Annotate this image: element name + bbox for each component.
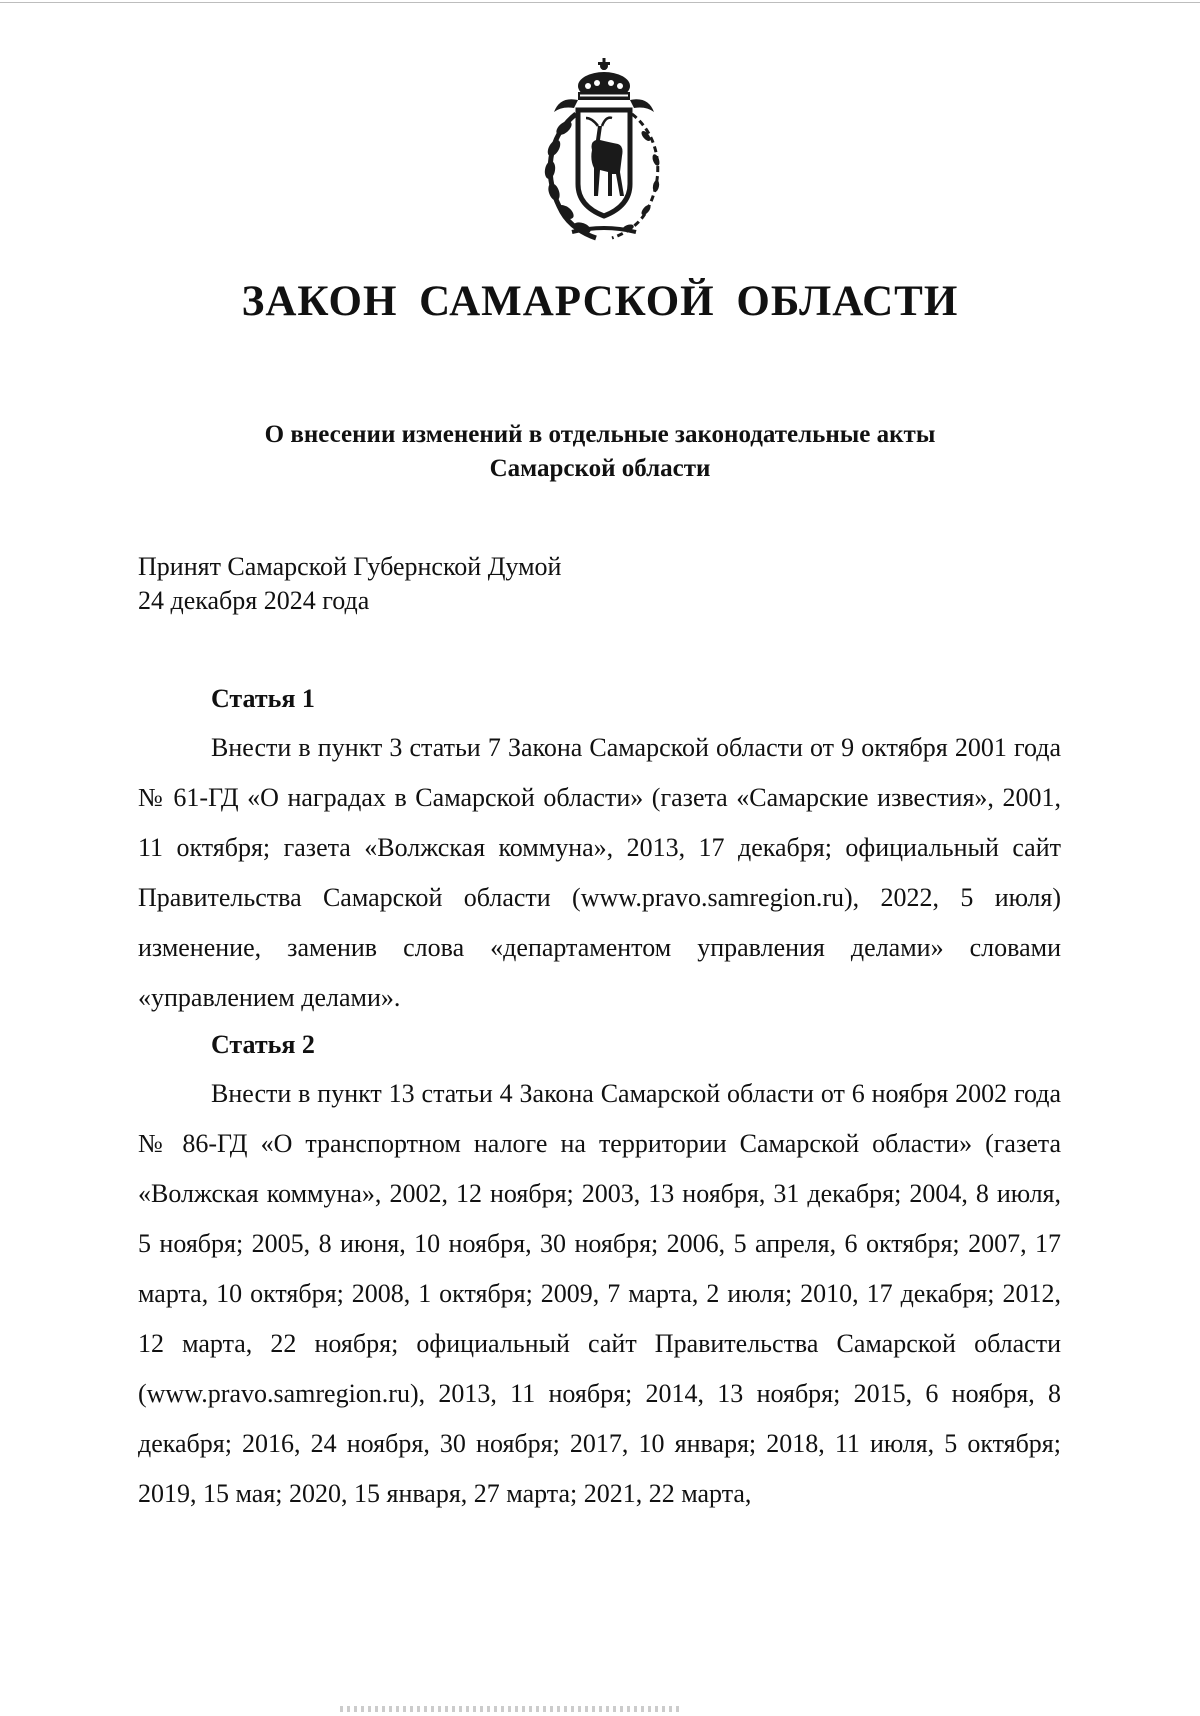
samara-coat-of-arms-icon: [532, 56, 676, 242]
article-1-text: Внести в пункт 3 статьи 7 Закона Самарской области от 9 октября 2001 года № 61-ГД «О наградах в Самарской области» (газета «Самарские известия», 2001, 11 октября; газета «Волжская коммуна», 2013, 17 декабря; официальный сайт Правительства Самарской области (www.pravo.samregion.ru), 2022, 5 июля) изменение, заменив слова «департаментом управления делами» словами «управлением делами».: [138, 733, 1061, 1012]
scan-bottom-edge: [340, 1706, 680, 1712]
adoption-body: Принят Самарской Губернской Думой: [138, 552, 562, 581]
article-2-text: Внести в пункт 13 статьи 4 Закона Самарской области от 6 ноября 2002 года № 86-ГД «О транспортном налоге на территории Самарской области» (газета «Волжская коммуна», 2002, 12 ноября; 2003, 13 ноября, 31 декабря; 2004, 8 июля, 5 ноября; 2005, 8 июня, 10 ноября, 30 ноября; 2006, 5 апреля, 6 октября; 2007, 17 марта, 10 октября; 2008, 1 октября; 2009, 7 марта, 2 июля; 2010, 17 декабря; 2012, 12 марта, 22 ноября; официальный сайт Правительства Самарской области (www.pravo.samregion.ru), 2013, 11 ноября; 2014, 13 ноября; 2015, 6 ноября, 8 декабря; 2016, 24 ноября, 30 ноября; 2017, 10 января; 2018, 11 июля, 5 октября; 2019, 15 мая; 2020, 15 января, 27 марта; 2021, 22 марта,: [138, 1079, 1061, 1508]
law-subtitle: [160, 418, 1040, 486]
adoption-info: [138, 550, 838, 618]
adoption-date: 24 декабря 2024 года: [138, 586, 370, 615]
article-2-heading: Статья 2: [211, 1030, 315, 1059]
scan-top-edge: [0, 2, 1200, 3]
law-subtitle-line-1: О внесении изменений в отдельные законодательные акты: [264, 421, 936, 448]
law-subtitle-line-2: Самарской области: [489, 455, 711, 482]
article-1-heading: Статья 1: [211, 684, 315, 713]
law-title: ЗАКОН САМАРСКОЙ ОБЛАСТИ: [241, 278, 959, 325]
